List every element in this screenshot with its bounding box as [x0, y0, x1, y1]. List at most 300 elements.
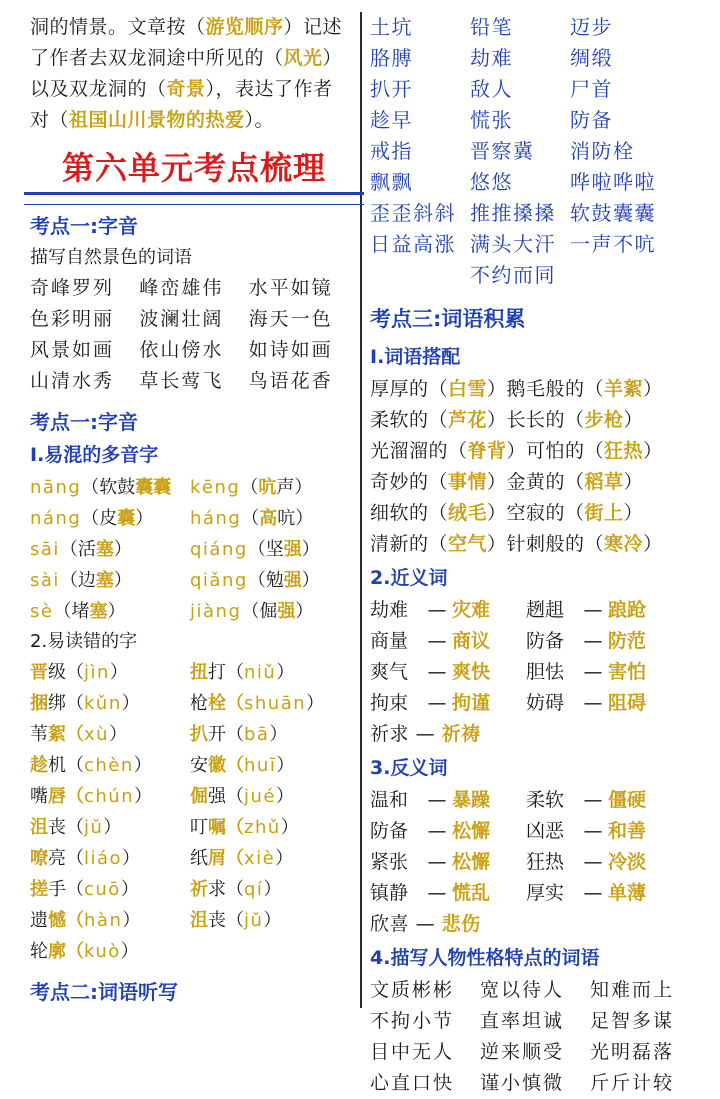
- misread-entry: [190, 781, 358, 812]
- misread-char-a: 嘴: [30, 786, 48, 807]
- dictation-word: 哗啦哗啦: [570, 170, 656, 194]
- dictation-word: 消防栓: [570, 139, 635, 163]
- misread-entry: [190, 688, 358, 719]
- title-underline: [24, 192, 364, 205]
- intro-line: 对（祖国山川景物的热爱）。: [30, 109, 275, 131]
- scenery-word: 山清水秀: [30, 370, 115, 392]
- misread-row: [30, 812, 358, 843]
- antonyms-word: 防备: [370, 820, 409, 842]
- synonyms-answer: 踉跄: [608, 599, 647, 621]
- collocation-row: [370, 405, 700, 436]
- dictation-word: 绸缎: [570, 46, 613, 70]
- scenery-word: 鸟语花香: [248, 370, 333, 392]
- misread-char-b: 级（: [48, 662, 84, 683]
- misread-close: ）: [103, 817, 122, 838]
- misread-char-a: 遗: [30, 910, 48, 931]
- misread-char-b: 手（: [48, 879, 84, 900]
- collocation-part: ）可怕的（: [506, 440, 605, 462]
- misread-char-a: 苇: [30, 724, 48, 745]
- misread-close: ）: [276, 755, 295, 776]
- synonyms-word: 趔趄: [526, 599, 565, 621]
- intro-line: 以及双龙洞的（奇景），表达了作者: [30, 78, 333, 100]
- trait-word: 直率坦诚: [480, 1010, 565, 1032]
- trait-word: 心直口快: [370, 1072, 455, 1094]
- collocation-part: 厚厚的（: [370, 378, 449, 400]
- dictation-word: 一声不吭: [570, 232, 656, 256]
- misread-char-b: 机（: [48, 755, 84, 776]
- polyphone-close: ）: [301, 539, 320, 560]
- misread-entry: [30, 812, 190, 843]
- collocation-part: 狂热: [604, 440, 644, 462]
- collocation-row: [370, 436, 700, 467]
- scenery-word: 波澜壮阔: [139, 308, 224, 330]
- misread-char-a: 安: [190, 755, 208, 776]
- misread-char-a: 枪: [190, 693, 208, 714]
- misread-char-a: 叮: [190, 817, 208, 838]
- misread-char-b: 亮（: [48, 848, 84, 869]
- trait-word: 斤斤计较: [590, 1072, 675, 1094]
- synonyms-word: 妨碍: [526, 692, 565, 714]
- misread-row: [30, 657, 358, 688]
- collocation-part: 细软的（: [370, 502, 449, 524]
- pinyin: xiè: [244, 848, 276, 869]
- trait-word: 知难而上: [590, 979, 675, 1001]
- collocation-part: 寒冷: [604, 533, 644, 555]
- misread-char-b: 开（: [208, 724, 244, 745]
- intro-line: 洞的情景。文章按（游览顺序）记述: [30, 16, 343, 38]
- dictation-word: 晋察冀: [470, 139, 535, 163]
- collocation-part: 步枪: [584, 409, 624, 431]
- dictation-word: 不约而同: [470, 263, 556, 287]
- synonyms-word: 劫难: [370, 599, 409, 621]
- polyphone-open: （边: [59, 570, 96, 591]
- misread-char-b: 唇（: [48, 786, 84, 807]
- scenery-word-grid: [30, 273, 358, 397]
- pinyin: qiáng: [190, 539, 248, 560]
- misread-close: ）: [306, 693, 325, 714]
- column-divider: [360, 12, 362, 1008]
- pinyin: zhǔ: [244, 817, 281, 838]
- polyphone-close: ）: [135, 508, 154, 529]
- polyphone-entry: [190, 472, 358, 503]
- dash: —: [583, 882, 603, 904]
- polyphone-entry: [190, 596, 358, 627]
- pinyin: chèn: [84, 755, 134, 776]
- section-heading-kd1b: 考点一:字音: [30, 410, 138, 434]
- dictation-word: 飘飘: [370, 170, 413, 194]
- pinyin: shuān: [244, 693, 307, 714]
- pinyin: liáo: [84, 848, 123, 869]
- misread-char-a: 扒: [190, 724, 208, 745]
- dictation-word: 软鼓囊囊: [570, 201, 656, 225]
- collocation-part: 光溜溜的（: [370, 440, 468, 462]
- misread-close: ）: [120, 941, 139, 962]
- polyphone-char: 吭: [258, 477, 277, 498]
- pinyin: hàn: [84, 910, 123, 931]
- collocation-part: 羊絮: [604, 378, 644, 400]
- polyphone-open: （活: [59, 539, 96, 560]
- scenery-word: 水平如镜: [248, 277, 333, 299]
- collocation-row: [370, 374, 700, 405]
- dash: —: [427, 882, 447, 904]
- antonyms-answer: 僵硬: [608, 789, 647, 811]
- polyphone-entry: [30, 534, 190, 565]
- misread-close: ）: [122, 848, 141, 869]
- misread-char-b: 打（: [208, 662, 244, 683]
- pinyin: sè: [30, 601, 54, 622]
- misread-entry: [190, 874, 358, 905]
- polyphone-entry: [190, 534, 358, 565]
- scenery-word: 色彩明丽: [30, 308, 115, 330]
- dictation-word: 慌张: [470, 108, 513, 132]
- dash: —: [583, 789, 603, 811]
- collocation-part: 稻草: [584, 471, 624, 493]
- trait-word: 足智多谋: [590, 1010, 675, 1032]
- trait-word: 谨小慎微: [480, 1072, 565, 1094]
- collocation-part: ）: [623, 502, 644, 524]
- misread-close: ）: [121, 693, 140, 714]
- trait-word: 光明磊落: [590, 1041, 675, 1063]
- dash: —: [583, 599, 603, 621]
- misread-char-a: 嘹: [30, 848, 48, 869]
- dash: —: [583, 820, 603, 842]
- synonyms-answer: 防范: [608, 630, 647, 652]
- collocation-part: 柔软的（: [370, 409, 449, 431]
- misread-entry: [190, 750, 358, 781]
- polyphone-char: 强: [283, 539, 302, 560]
- trait-word: 逆来顺受: [480, 1041, 565, 1063]
- polyphone-open: （: [241, 508, 260, 529]
- dictation-word: 戒指: [370, 139, 413, 163]
- synonyms-word: 爽气: [370, 661, 409, 683]
- dictation-word: 防备: [570, 108, 613, 132]
- intro-line: 了作者去双龙洞途中所见的（风光）: [30, 47, 343, 69]
- misread-char-b: 栓（: [208, 693, 244, 714]
- polyphone-char: 强: [277, 601, 296, 622]
- antonyms-word: 狂热: [526, 851, 565, 873]
- collocation-part: ）: [623, 471, 644, 493]
- intro-paragraph: [30, 12, 358, 136]
- scenery-word: 草长莺飞: [139, 370, 224, 392]
- misread-entry: [30, 905, 190, 936]
- polyphone-char: 塞: [89, 601, 108, 622]
- polyphone-open: （皮: [81, 508, 118, 529]
- pinyin: sài: [30, 570, 60, 591]
- collocation-part: 绒毛: [448, 502, 488, 524]
- dictation-word: 铅笔: [470, 15, 513, 39]
- misread-entry: [190, 812, 358, 843]
- polyphone-close: ）: [113, 539, 132, 560]
- dash: —: [427, 820, 447, 842]
- polyphone-close: 声）: [276, 477, 313, 498]
- antonyms-answer: 单薄: [608, 882, 647, 904]
- misread-close: ）: [280, 817, 299, 838]
- polyphone-char: 囊囊: [135, 477, 172, 498]
- misread-char-b: 求（: [208, 879, 244, 900]
- collocation-part: ）: [643, 533, 663, 555]
- synonyms-answer: 阻碍: [608, 692, 647, 714]
- polyphone-close: ）: [301, 570, 320, 591]
- antonyms-word: 柔软: [526, 789, 565, 811]
- antonyms-answer: 慌乱: [452, 882, 491, 904]
- polyphone-entry: [30, 503, 190, 534]
- pinyin: jǔ: [244, 910, 264, 931]
- misread-entry: [30, 688, 190, 719]
- synonyms-answer: 拘谨: [452, 692, 491, 714]
- trait-word-grid: [370, 975, 700, 1099]
- pinyin: kǔn: [84, 693, 122, 714]
- polyphone-char: 高: [259, 508, 278, 529]
- antonyms-answer: 和善: [608, 820, 647, 842]
- misread-close: ）: [275, 848, 294, 869]
- subheading-misread: 2.易读错的字: [30, 631, 138, 652]
- antonyms-answer: 暴躁: [452, 789, 491, 811]
- collocation-part: 奇妙的（: [370, 471, 449, 493]
- scenery-word: 风景如画: [30, 339, 115, 361]
- pinyin: jìn: [84, 662, 110, 683]
- subheading-collocation: I.词语搭配: [370, 346, 461, 368]
- misread-char-a: 沮: [30, 817, 48, 838]
- misread-row: [30, 936, 358, 967]
- pinyin: kēng: [190, 477, 241, 498]
- polyphone-grid: [30, 472, 358, 627]
- misread-list: [30, 657, 358, 967]
- pinyin: niǔ: [244, 662, 277, 683]
- polyphone-entry: [30, 472, 190, 503]
- misread-entry: [30, 936, 190, 967]
- misread-char-a: 沮: [190, 910, 208, 931]
- misread-char-a: 趁: [30, 755, 48, 776]
- synonym-last-row: 祈求 — 祈祷: [370, 723, 481, 745]
- dash: —: [427, 789, 447, 811]
- misread-row: [30, 750, 358, 781]
- misread-char-b: 嘱（: [208, 817, 244, 838]
- collocation-part: ）长长的（: [487, 409, 585, 431]
- dictation-word: 迈步: [570, 15, 613, 39]
- misread-char-b: 绑（: [48, 693, 84, 714]
- collocation-row: [370, 529, 700, 560]
- polyphone-char: 强: [283, 570, 302, 591]
- misread-row: [30, 905, 358, 936]
- pinyin: sāi: [30, 539, 60, 560]
- synonyms-word: 胆怯: [526, 661, 565, 683]
- misread-char-a: 晋: [30, 662, 48, 683]
- polyphone-close: ）: [295, 601, 314, 622]
- antonym-grid: [370, 785, 700, 909]
- polyphone-open: （坚: [247, 539, 284, 560]
- antonyms-word: 厚实: [526, 882, 565, 904]
- dash: —: [583, 692, 603, 714]
- misread-char-b: 屑（: [208, 848, 244, 869]
- polyphone-open: （: [240, 477, 259, 498]
- misread-close: ）: [109, 662, 128, 683]
- misread-entry: [190, 905, 358, 936]
- dictation-word: 劫难: [470, 46, 513, 70]
- subheading-synonyms: 2.近义词: [370, 567, 448, 589]
- collocation-part: 街上: [584, 502, 624, 524]
- pinyin: xù: [84, 724, 110, 745]
- collocation-part: ）空寂的（: [487, 502, 585, 524]
- scenery-word: 海天一色: [248, 308, 333, 330]
- collocation-part: ）针刺般的（: [487, 533, 605, 555]
- pinyin: qiǎng: [190, 570, 248, 591]
- misread-entry: [190, 657, 358, 688]
- subheading-traits: 4.描写人物性格特点的词语: [370, 947, 600, 969]
- misread-entry: [190, 719, 358, 750]
- polyphone-entry: [190, 503, 358, 534]
- misread-char-a: 扭: [190, 662, 208, 683]
- polyphone-open: （倔: [241, 601, 278, 622]
- trait-word: 目中无人: [370, 1041, 455, 1063]
- synonyms-answer: 灾难: [452, 599, 491, 621]
- antonyms-word: 紧张: [370, 851, 409, 873]
- misread-close: ）: [276, 662, 295, 683]
- misread-row: [30, 719, 358, 750]
- scenery-word: 峰峦雄伟: [139, 277, 224, 299]
- collocation-part: ）: [643, 378, 663, 400]
- scenery-word: 奇峰罗列: [30, 277, 115, 299]
- polyphone-entry: [30, 565, 190, 596]
- dictation-word: 尸首: [570, 77, 613, 101]
- synonyms-answer: 害怕: [608, 661, 647, 683]
- dash: —: [427, 599, 447, 621]
- dictation-word: 敌人: [470, 77, 513, 101]
- collocation-part: 脊背: [467, 440, 507, 462]
- antonym-last-row: 欣喜 — 悲伤: [370, 913, 481, 935]
- collocation-part: ）金黄的（: [487, 471, 585, 493]
- misread-close: ）: [263, 879, 282, 900]
- pinyin: kuò: [84, 941, 121, 962]
- misread-char-b: 丧（: [48, 817, 84, 838]
- misread-close: ）: [275, 786, 294, 807]
- polyphone-char: 囊: [117, 508, 136, 529]
- polyphone-close: 吭）: [277, 508, 314, 529]
- misread-close: ）: [269, 724, 288, 745]
- misread-close: ）: [122, 910, 141, 931]
- polyphone-open: （堵: [53, 601, 90, 622]
- polyphone-char: 塞: [95, 539, 114, 560]
- misread-char-a: 倔: [190, 786, 208, 807]
- unit-title: 第六单元考点梳理: [61, 149, 326, 187]
- dash: —: [427, 630, 447, 652]
- misread-char-b: 絮（: [48, 724, 84, 745]
- section-heading-kd1: 考点一:字音: [30, 214, 138, 238]
- polyphone-entry: [190, 565, 358, 596]
- left-column: [30, 12, 358, 1009]
- pinyin: cuō: [84, 879, 121, 900]
- pinyin: háng: [190, 508, 242, 529]
- synonyms-answer: 商议: [452, 630, 491, 652]
- misread-row: [30, 843, 358, 874]
- misread-close: ）: [120, 879, 139, 900]
- misread-close: ）: [263, 910, 282, 931]
- collocation-part: 空气: [448, 533, 488, 555]
- collocation-part: 事情: [448, 471, 488, 493]
- collocation-part: 白雪: [448, 378, 488, 400]
- misread-row: [30, 781, 358, 812]
- collocation-row: [370, 467, 700, 498]
- dictation-word: 土坑: [370, 15, 413, 39]
- misread-char-a: 祈: [190, 879, 208, 900]
- misread-char-b: 廓（: [48, 941, 84, 962]
- collocation-part: ）鹅毛般的（: [487, 378, 605, 400]
- antonyms-answer: 松懈: [452, 820, 491, 842]
- misread-entry: [30, 657, 190, 688]
- antonyms-word: 温和: [370, 789, 409, 811]
- antonyms-answer: 冷淡: [608, 851, 647, 873]
- pinyin: jué: [244, 786, 276, 807]
- dictation-grid: [370, 12, 700, 291]
- misread-close: ）: [133, 755, 152, 776]
- dictation-word: 悠悠: [470, 170, 513, 194]
- misread-char-a: 搓: [30, 879, 48, 900]
- trait-word: 宽以待人: [480, 979, 565, 1001]
- collocation-list: [370, 374, 700, 560]
- dash: —: [427, 851, 447, 873]
- collocation-row: [370, 498, 700, 529]
- dictation-word: 推推搡搡: [470, 201, 556, 225]
- pinyin: bā: [244, 724, 270, 745]
- trait-word: 不拘小节: [370, 1010, 455, 1032]
- dictation-word: 扒开: [370, 77, 413, 101]
- misread-char-b: 强（: [208, 786, 244, 807]
- polyphone-open: （软鼓: [81, 477, 136, 498]
- section-heading-kd2: 考点二:词语听写: [30, 980, 178, 1004]
- misread-row: [30, 874, 358, 905]
- misread-row: [30, 688, 358, 719]
- misread-entry: [30, 781, 190, 812]
- pinyin: chún: [84, 786, 135, 807]
- misread-char-b: 徽（: [208, 755, 244, 776]
- dictation-word: 胳膊: [370, 46, 413, 70]
- synonyms-answer: 爽快: [452, 661, 491, 683]
- section-heading-kd3: 考点三:词语积累: [370, 307, 526, 331]
- dash: —: [427, 692, 447, 714]
- collocation-part: ）: [623, 409, 644, 431]
- synonyms-word: 商量: [370, 630, 409, 652]
- dictation-word: [370, 260, 456, 291]
- polyphone-open: （勉: [247, 570, 284, 591]
- pinyin: jǔ: [84, 817, 104, 838]
- misread-entry: [30, 874, 190, 905]
- dictation-word: 日益高涨: [370, 232, 456, 256]
- antonyms-word: 凶恶: [526, 820, 565, 842]
- pinyin: nāng: [30, 477, 82, 498]
- misread-char-a: 捆: [30, 693, 48, 714]
- polyphone-char: 塞: [95, 570, 114, 591]
- pinyin: huī: [244, 755, 277, 776]
- misread-entry: [30, 719, 190, 750]
- collocation-part: ）: [643, 440, 663, 462]
- collocation-part: 芦花: [448, 409, 488, 431]
- antonyms-answer: 松懈: [452, 851, 491, 873]
- dictation-word: 歪歪斜斜: [370, 201, 456, 225]
- misread-close: ）: [109, 724, 128, 745]
- misread-entry: [30, 843, 190, 874]
- polyphone-entry: [30, 596, 190, 627]
- misread-entry: [30, 750, 190, 781]
- dash: —: [427, 661, 447, 683]
- subheading-polyphones: I.易混的多音字: [30, 444, 159, 466]
- misread-entry: [190, 843, 358, 874]
- synonyms-word: 防备: [526, 630, 565, 652]
- pinyin: qí: [244, 879, 264, 900]
- scenery-word: 如诗如画: [248, 339, 333, 361]
- right-column: [370, 12, 700, 1099]
- dictation-word: 满头大汗: [470, 232, 556, 256]
- collocation-part: 清新的（: [370, 533, 449, 555]
- dash: —: [583, 661, 603, 683]
